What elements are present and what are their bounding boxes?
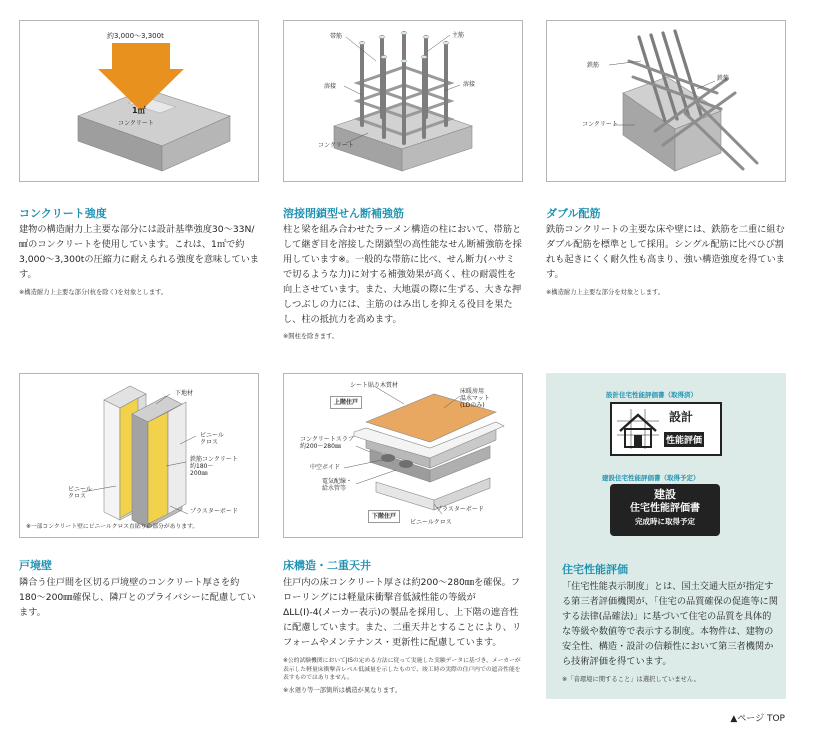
- double-concrete-label: コンクリート: [582, 121, 618, 128]
- concrete-slab-label: コンクリートスラブ 約200〜280㎜: [300, 436, 354, 450]
- concrete-strength-note: ※構造耐力上主要な部分(杭を除く)を対象とします。: [19, 289, 168, 296]
- weld-right-label: 溶接: [463, 81, 476, 88]
- sheet-wood-label: シート貼り木質材: [350, 382, 399, 389]
- construction-line-2: 住宅性能評価書: [630, 503, 700, 514]
- construction-line-1: 建設: [654, 488, 676, 501]
- hoop-label: 帯筋: [330, 33, 343, 40]
- floor-structure-title: 床構造・二重天井: [283, 559, 371, 572]
- design-evaluation-caption: 設計住宅性能評価書（取得済）: [606, 391, 697, 399]
- area-label: 1㎡: [132, 106, 146, 115]
- partition-wall-title: 戸境壁: [19, 559, 52, 572]
- hoop-concrete-label: コンクリート: [318, 142, 354, 149]
- concrete-strength-body: 建物の構造耐力上主要な部分には設計基準強度30〜33N/㎟のコンクリートを使用しています。これは、1㎡で約3,000〜3,300tの圧縮力に耐えられる強度を意味しています。: [19, 224, 259, 280]
- performance-title: 住宅性能評価: [562, 563, 628, 576]
- rebar-label-2: 鉄筋: [717, 75, 730, 82]
- concrete-strength-title: コンクリート強度: [19, 207, 107, 220]
- double-rebar-body: 鉄筋コンクリートの主要な床や壁には、鉄筋を二重に組むダブル配筋を標準として採用。シングル配筋に比べひび割れも起きにくく耐久性も高まり、強い構造強度を得ています。: [546, 224, 785, 280]
- rebar-label-1: 鉄筋: [587, 62, 600, 69]
- load-label: 約3,000〜3,300t: [107, 32, 164, 40]
- double-rebar-illustration: [546, 20, 786, 182]
- welded-hoop-body: 柱と梁を組み合わせたラーメン構造の柱において、帯筋として継ぎ目を溶接した閉鎖型の高性能なせん断補強筋を採用しています※。一般的な帯筋に比べ、せん断力(ハサミで切るような力)に対する補強効果が高く、柱の耐震性を向上させています。また、大地震の際に生ずる、大きな押しつぶしの力には、主筋のはみ出しを抑える役目を果たし、柱の抵抗力を高めます。: [283, 224, 522, 325]
- hollow-void-label: 中空ボイド: [310, 464, 341, 471]
- design-label: 設計: [669, 410, 694, 424]
- concrete-strength-illustration: [19, 20, 259, 182]
- performance-evaluation-panel: [546, 373, 786, 699]
- base-material-label: 下地材: [175, 390, 194, 397]
- vinyl-cross-left-label: ビニール クロス: [68, 486, 92, 500]
- welded-hoop-illustration: [283, 20, 523, 182]
- rc-thickness-label: 鉄筋コンクリート 約180〜 200㎜: [190, 456, 238, 477]
- performance-note: ※「音環境に関すること」は選択していません。: [562, 676, 700, 683]
- floor-structure-note-1: ※公的試験機関においてJISの定める方法に従って実施した実験データに基づき、メーカーが表示した軽量床衝撃音レベル低減量を示したもので、竣工時の実際の住戸内での遮音性能を表すものではありません。: [283, 658, 521, 681]
- floor-structure-note-2: ※水廻り等一部箇所は構造が異なります。: [283, 687, 402, 694]
- performance-body: 「住宅性能表示制度」とは、国土交通大臣が指定する第三者評価機関が、「住宅の品質確保の促進等に関する法律(品確法)」に基づいて住宅の品質を具体的な等級や数値等で表示する制度。本物件は、建物の安全性、構造・設計の信頼性において第三者機関から技術評価を得ています。: [562, 581, 778, 667]
- plaster-board-label: プラスターボード: [190, 508, 238, 515]
- performance-evaluation-label: 性能評価: [664, 432, 704, 447]
- page-top-link[interactable]: ▲ページ TOP: [730, 714, 785, 724]
- double-rebar-note: ※構造耐力上主要な部分を対象とします。: [546, 289, 665, 296]
- floor-plaster-board-label: プラスターボード: [436, 506, 484, 513]
- material-label: コンクリート: [118, 120, 154, 127]
- house-icon: [615, 407, 661, 451]
- weld-left-label: 溶接: [324, 83, 337, 90]
- construction-evaluation-caption: 建設住宅性能評価書（取得予定）: [602, 474, 700, 482]
- floor-structure-body: 住戸内の床コンクリート厚さは約200〜280㎜を確保。フローリングには軽量床衝撃音低減性能の等級がΔLL(Ⅰ)-4(メーカー表示)の製品を採用し、上下階の遮音性に配慮しています。また、二重天井とすることにより、リフォームやメンテナンス・更新性に配慮しています。: [283, 577, 522, 648]
- design-evaluation-mark: [610, 402, 722, 456]
- partition-wall-illustration: [19, 373, 259, 538]
- lower-unit-label: 下階住戸: [368, 510, 400, 523]
- welded-hoop-note: ※開柱を除きます。: [283, 333, 339, 340]
- floor-structure-illustration: [283, 373, 523, 538]
- floor-heating-mat-label: 床暖房用 温水マット (LDのみ): [460, 388, 490, 409]
- upper-unit-label: 上階住戸: [330, 396, 362, 409]
- partition-caption: ※一部コンクリート壁にビニールクロス直貼りの部分があります。: [26, 524, 199, 530]
- vinyl-cross-right-label: ビニール クロス: [200, 432, 224, 446]
- construction-line-3: 完成時に取得予定: [635, 517, 695, 526]
- construction-evaluation-mark: [610, 484, 720, 536]
- double-rebar-title: ダブル配筋: [546, 207, 601, 220]
- welded-hoop-title: 溶接閉鎖型せん断補強筋: [283, 207, 404, 220]
- main-bar-label: 主筋: [452, 32, 465, 39]
- wiring-pipes-label: 電気配線・ 給水管等: [322, 478, 353, 492]
- partition-wall-body: 隣合う住戸間を区切る戸境壁のコンクリート厚さを約180〜200㎜確保し、隣戸とのプライバシーに配慮しています。: [19, 577, 256, 618]
- floor-vinyl-label: ビニールクロス: [410, 519, 452, 526]
